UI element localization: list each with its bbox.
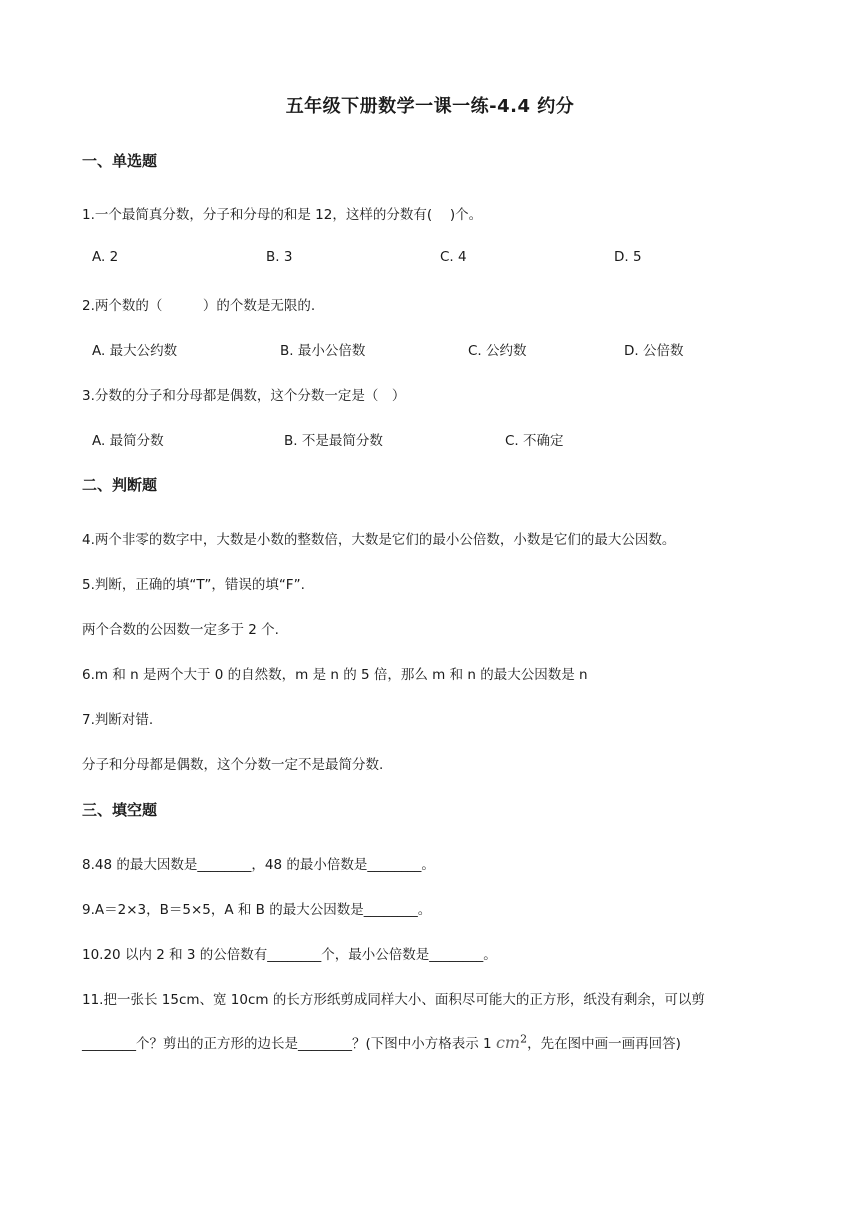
question-11-continued [82, 1032, 681, 1052]
unit-cm: cm [495, 1033, 521, 1052]
q3-option-c: C. 不确定 [505, 433, 564, 449]
question-3: 3.分数的分子和分母都是偶数，这个分数一定是（ ） [82, 388, 406, 404]
question-4: 4.两个非零的数字中，大数是小数的整数倍，大数是它们的最小公倍数，小数是它们的最大公因数。 [82, 532, 676, 548]
page-title: 五年级下册数学一课一练-4.4 约分 [285, 96, 575, 117]
q1-option-c: C. 4 [440, 249, 467, 265]
question-9: 9.A＝2×3，B＝5×5，A 和 B 的最大公因数是________。 [82, 902, 432, 918]
question-5-statement: 两个合数的公因数一定多于 2 个. [82, 622, 279, 638]
question-7: 7.判断对错. [82, 712, 154, 728]
section-heading-fill-in: 三、填空题 [82, 801, 158, 819]
q2-option-c: C. 公约数 [468, 343, 527, 359]
question-10: 10.20 以内 2 和 3 的公倍数有________个，最小公倍数是________。 [82, 947, 497, 963]
q2-option-d: D. 公倍数 [624, 343, 684, 359]
section-heading-single-choice: 一、单选题 [82, 152, 158, 170]
question-11-suffix: ，先在图中画一画再回答) [527, 1036, 681, 1052]
question-8: 8.48 的最大因数是________，48 的最小倍数是________。 [82, 857, 435, 873]
question-1: 1.一个最简真分数，分子和分母的和是 12，这样的分数有( )个。 [82, 207, 483, 223]
question-2: 2.两个数的（ ）的个数是无限的. [82, 298, 316, 314]
q1-option-d: D. 5 [614, 249, 642, 265]
unit-exponent: 2 [520, 1032, 528, 1046]
question-11: 11.把一张长 15cm、宽 10cm 的长方形纸剪成同样大小、面积尽可能大的正方形，纸没有剩余，可以剪 [82, 992, 705, 1008]
question-7-statement: 分子和分母都是偶数，这个分数一定不是最简分数. [82, 757, 384, 773]
q2-option-a: A. 最大公约数 [92, 343, 178, 359]
question-11-prefix: ________个？剪出的正方形的边长是________？(下图中小方格表示 1 [82, 1036, 496, 1052]
q2-option-b: B. 最小公倍数 [280, 343, 366, 359]
q1-option-b: B. 3 [266, 249, 293, 265]
question-5: 5.判断，正确的填“T”，错误的填“F”. [82, 577, 305, 593]
question-6: 6.m 和 n 是两个大于 0 的自然数，m 是 n 的 5 倍，那么 m 和 n 的最大公因数是 n [82, 667, 588, 683]
q3-option-a: A. 最简分数 [92, 433, 164, 449]
q1-option-a: A. 2 [92, 249, 119, 265]
section-heading-true-false: 二、判断题 [82, 476, 158, 494]
q3-option-b: B. 不是最简分数 [284, 433, 383, 449]
